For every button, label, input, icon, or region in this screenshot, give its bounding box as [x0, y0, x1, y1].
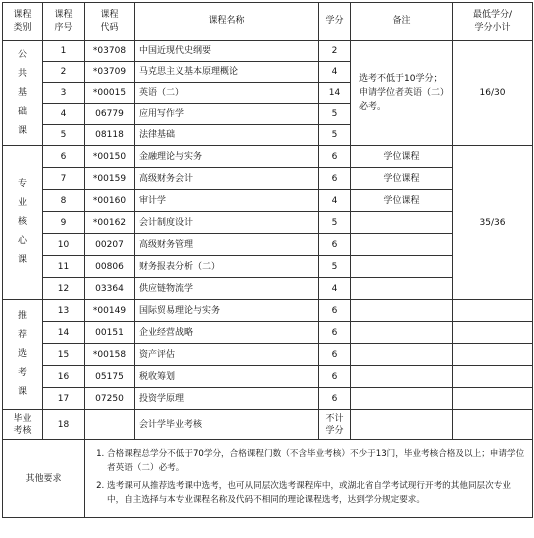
- credit-cell: 6: [319, 388, 351, 410]
- header-name: 课程名称: [135, 3, 319, 41]
- category-elective: 推 荐 选 考 课: [3, 300, 43, 410]
- seq-cell: 6: [43, 146, 85, 168]
- code-cell: *03709: [85, 62, 135, 83]
- course-name-cell: 马克思主义基本原理概论: [135, 62, 319, 83]
- credit-cell: 6: [319, 146, 351, 168]
- credit-cell: 6: [319, 366, 351, 388]
- code-cell: 08118: [85, 125, 135, 146]
- credit-cell: 5: [319, 104, 351, 125]
- course-name-cell: 投资学原理: [135, 388, 319, 410]
- other-requirements-row: [3, 440, 533, 518]
- table-row: [3, 146, 533, 168]
- seq-cell: 10: [43, 234, 85, 256]
- credit-cell: 5: [319, 212, 351, 234]
- min-credit-cell: [453, 322, 533, 344]
- seq-cell: 9: [43, 212, 85, 234]
- seq-cell: 14: [43, 322, 85, 344]
- course-name-cell: 应用写作学: [135, 104, 319, 125]
- graduation-row: [3, 410, 533, 440]
- code-cell: *00158: [85, 344, 135, 366]
- header-credit: 学分: [319, 3, 351, 41]
- seq-cell: 7: [43, 168, 85, 190]
- code-cell: *00149: [85, 300, 135, 322]
- remark-cell: [351, 388, 453, 410]
- seq-cell: 17: [43, 388, 85, 410]
- remark-cell: 学位课程: [351, 168, 453, 190]
- code-cell: 00151: [85, 322, 135, 344]
- table-row: [3, 300, 533, 322]
- seq-cell: 8: [43, 190, 85, 212]
- category-public: 公 共 基 础 课: [3, 41, 43, 146]
- remark-cell: [351, 366, 453, 388]
- seq-cell: 15: [43, 344, 85, 366]
- code-cell: [85, 410, 135, 440]
- seq-cell: 4: [43, 104, 85, 125]
- remark-cell: 学位课程: [351, 146, 453, 168]
- course-name-cell: 企业经营战略: [135, 322, 319, 344]
- course-name-cell: 财务报表分析（二）: [135, 256, 319, 278]
- code-cell: 00806: [85, 256, 135, 278]
- code-cell: 03364: [85, 278, 135, 300]
- credit-cell: 4: [319, 278, 351, 300]
- public-min-credit: 16/30: [453, 41, 533, 146]
- min-credit-cell: [453, 410, 533, 440]
- code-cell: *00160: [85, 190, 135, 212]
- code-cell: 05175: [85, 366, 135, 388]
- other-requirements-label: 其他要求: [3, 440, 85, 518]
- table-row: [3, 41, 533, 62]
- course-name-cell: 金融理论与实务: [135, 146, 319, 168]
- credit-cell: 5: [319, 125, 351, 146]
- other-requirement-item: 1. 合格课程总学分不低于70学分，合格课程门数（不含毕业考核）不少于13门，毕业考核合格及以上；申请学位者英语（二）必考。: [107, 447, 526, 475]
- code-cell: *03708: [85, 41, 135, 62]
- course-name-cell: 供应链物流学: [135, 278, 319, 300]
- code-cell: 00207: [85, 234, 135, 256]
- code-cell: *00150: [85, 146, 135, 168]
- min-credit-cell: [453, 300, 533, 322]
- credit-cell: 4: [319, 190, 351, 212]
- credit-cell: 6: [319, 168, 351, 190]
- seq-cell: 12: [43, 278, 85, 300]
- table-row: [3, 322, 533, 344]
- course-name-cell: 高级财务会计: [135, 168, 319, 190]
- course-name-cell: 英语（二）: [135, 83, 319, 104]
- course-name-cell: 高级财务管理: [135, 234, 319, 256]
- course-name-cell: 税收筹划: [135, 366, 319, 388]
- code-cell: *00015: [85, 83, 135, 104]
- min-credit-cell: [453, 344, 533, 366]
- seq-cell: 16: [43, 366, 85, 388]
- public-remark: 选考不低于10学分；申请学位者英语（二）必考。: [351, 41, 453, 146]
- credit-cell: 6: [319, 344, 351, 366]
- header-seq: 课程 序号: [43, 3, 85, 41]
- remark-cell: [351, 322, 453, 344]
- credit-cell: 6: [319, 300, 351, 322]
- code-cell: *00159: [85, 168, 135, 190]
- credit-cell: 不计 学分: [319, 410, 351, 440]
- code-cell: *00162: [85, 212, 135, 234]
- category-major: 专 业 核 心 课: [3, 146, 43, 300]
- other-requirement-item: 2. 选考课可从推荐选考课中选考，也可从同层次选考课程库中，或湖北省自学考试现行开考的其他同层次专业中，自主选择与本专业课程名称及代码不相同的理论课程选考，达到学分规定要求。: [107, 479, 526, 507]
- seq-cell: 1: [43, 41, 85, 62]
- course-plan-table: [2, 2, 533, 518]
- header-category: 课程 类别: [3, 3, 43, 41]
- other-requirements-content: [85, 440, 533, 518]
- seq-cell: 3: [43, 83, 85, 104]
- major-min-credit: 35/36: [453, 146, 533, 300]
- credit-cell: 6: [319, 234, 351, 256]
- category-graduation: 毕业 考核: [3, 410, 43, 440]
- remark-cell: [351, 300, 453, 322]
- header-code: 课程 代码: [85, 3, 135, 41]
- course-name-cell: 审计学: [135, 190, 319, 212]
- course-name-cell: 法律基础: [135, 125, 319, 146]
- course-name-cell: 中国近现代史纲要: [135, 41, 319, 62]
- credit-cell: 4: [319, 62, 351, 83]
- seq-cell: 18: [43, 410, 85, 440]
- credit-cell: 6: [319, 322, 351, 344]
- remark-cell: [351, 234, 453, 256]
- course-name-cell: 资产评估: [135, 344, 319, 366]
- min-credit-cell: [453, 388, 533, 410]
- course-name-cell: 国际贸易理论与实务: [135, 300, 319, 322]
- header-min-credit: 最低学分/ 学分小计: [453, 3, 533, 41]
- min-credit-cell: [453, 366, 533, 388]
- credit-cell: 2: [319, 41, 351, 62]
- seq-cell: 11: [43, 256, 85, 278]
- remark-cell: [351, 278, 453, 300]
- seq-cell: 2: [43, 62, 85, 83]
- header-row: [3, 3, 533, 41]
- seq-cell: 13: [43, 300, 85, 322]
- header-remark: 备注: [351, 3, 453, 41]
- seq-cell: 5: [43, 125, 85, 146]
- code-cell: 06779: [85, 104, 135, 125]
- credit-cell: 14: [319, 83, 351, 104]
- table-row: [3, 344, 533, 366]
- table-row: [3, 366, 533, 388]
- credit-cell: 5: [319, 256, 351, 278]
- remark-cell: [351, 256, 453, 278]
- remark-cell: [351, 410, 453, 440]
- remark-cell: [351, 344, 453, 366]
- course-name-cell: 会计学毕业考核: [135, 410, 319, 440]
- table-row: [3, 388, 533, 410]
- course-name-cell: 会计制度设计: [135, 212, 319, 234]
- remark-cell: [351, 212, 453, 234]
- code-cell: 07250: [85, 388, 135, 410]
- remark-cell: 学位课程: [351, 190, 453, 212]
